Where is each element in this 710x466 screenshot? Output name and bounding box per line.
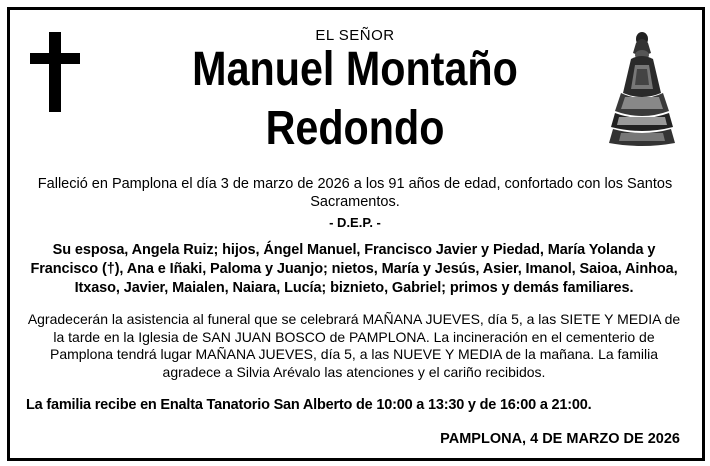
- funeral-text: Agradecerán la asistencia al funeral que se celebrará MAÑANA JUEVES, día 5, a las SIETE Y MEDIA de la tarde en la Iglesia de SAN JUAN BOSCO de PAMPLONA. La incineración en el cementerio de Pamplona tendrá lugar MAÑANA JUEVES, día 5, a las NUEVE Y MEDIA de la mañana. La familia agradece a Silvia Arévalo las atenciones y el cariño recibidos.: [27, 311, 681, 380]
- dep-text: - D.E.P. -: [329, 215, 381, 230]
- header-title: EL SEÑOR: [315, 27, 395, 44]
- deceased-name-line1: Manuel Montaño: [192, 43, 518, 96]
- reception-text: La familia recibe en Enalta Tanatorio San Alberto de 10:00 a 13:30 y de 16:00 a 21:00.: [26, 397, 592, 413]
- death-notice-text: Falleció en Pamplona el día 3 de marzo de 2026 a los 91 años de edad, confortado con los Santos Sacramentos.: [37, 176, 673, 210]
- place-date: PAMPLONA, 4 DE MARZO DE 2026: [440, 431, 680, 447]
- deceased-name-line2: Redondo: [265, 102, 445, 155]
- family-text: Su esposa, Angela Ruiz; hijos, Ángel Manuel, Francisco Javier y Piedad, María Yolanda y Francisco (†), Ana e Iñaki, Paloma y Juanjo; nietos, María y Jesús, Asier, Imanol, Saioa, Ainhoa, Itxaso, Javier, Maialen, Naiara, Lucía; biznieto, Gabriel; primos y demás familiares.: [30, 242, 678, 296]
